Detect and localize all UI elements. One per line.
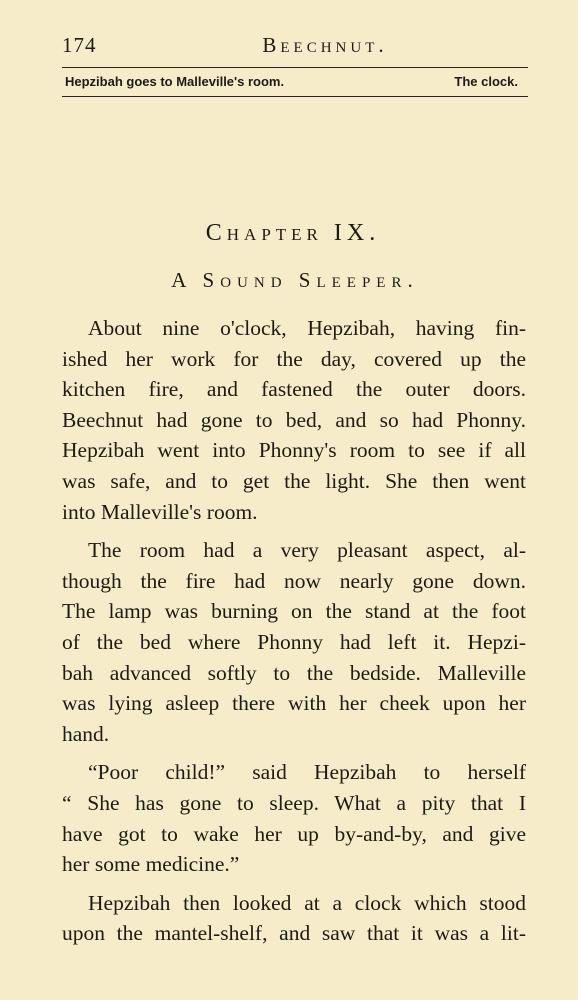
text-line: “Poor child!” said Hepzibah to herself — [88, 760, 526, 785]
text-line: her some medicine.” — [62, 852, 240, 877]
header-rule-top — [62, 67, 528, 68]
text-line: “ She has gone to sleep. What a pity that I — [62, 790, 526, 815]
chapter-title: A Sound Sleeper. — [171, 268, 419, 292]
page-number: 174 — [62, 33, 97, 57]
text-line: The room had a very pleasant aspect, al- — [88, 538, 526, 563]
body-text — [62, 313, 526, 949]
text-line: The lamp was burning on the stand at the foot — [62, 599, 526, 624]
text-line: though the fire had now nearly gone down. — [62, 568, 526, 593]
marginal-note-left: Hepzibah goes to Malleville's room. — [65, 74, 285, 89]
text-line: have got to wake her up by-and-by, and give — [62, 821, 526, 846]
text-line: Hepzibah then looked at a clock which stood — [88, 890, 526, 915]
chapter-label: Chapter IX. — [205, 220, 381, 246]
marginal-note-right: The clock. — [454, 74, 518, 89]
text-line: of the bed where Phonny had left it. Hepzi- — [62, 629, 526, 654]
text-line: bah advanced softly to the bedside. Malleville — [62, 660, 526, 685]
text-line: About nine o'clock, Hepzibah, having fin- — [88, 316, 526, 340]
text-line: was lying asleep there with her cheek upon her — [62, 691, 526, 716]
text-line: was safe, and to get the light. She then went — [62, 468, 526, 493]
running-head — [62, 31, 528, 61]
text-line: Beechnut had gone to bed, and so had Phonny. — [62, 407, 526, 432]
text-line: upon the mantel-shelf, and saw that it was a lit- — [62, 921, 526, 946]
text-line: hand. — [62, 721, 110, 746]
book-title: Beechnut. — [262, 33, 388, 57]
text-line: into Malleville's room. — [62, 499, 258, 524]
text-line: ished her work for the day, covered up the — [62, 346, 526, 371]
text-line: Hepzibah went into Phonny's room to see if all — [62, 438, 526, 463]
text-line: kitchen fire, and fastened the outer doors. — [62, 377, 526, 402]
header-rule-bottom — [62, 96, 528, 97]
